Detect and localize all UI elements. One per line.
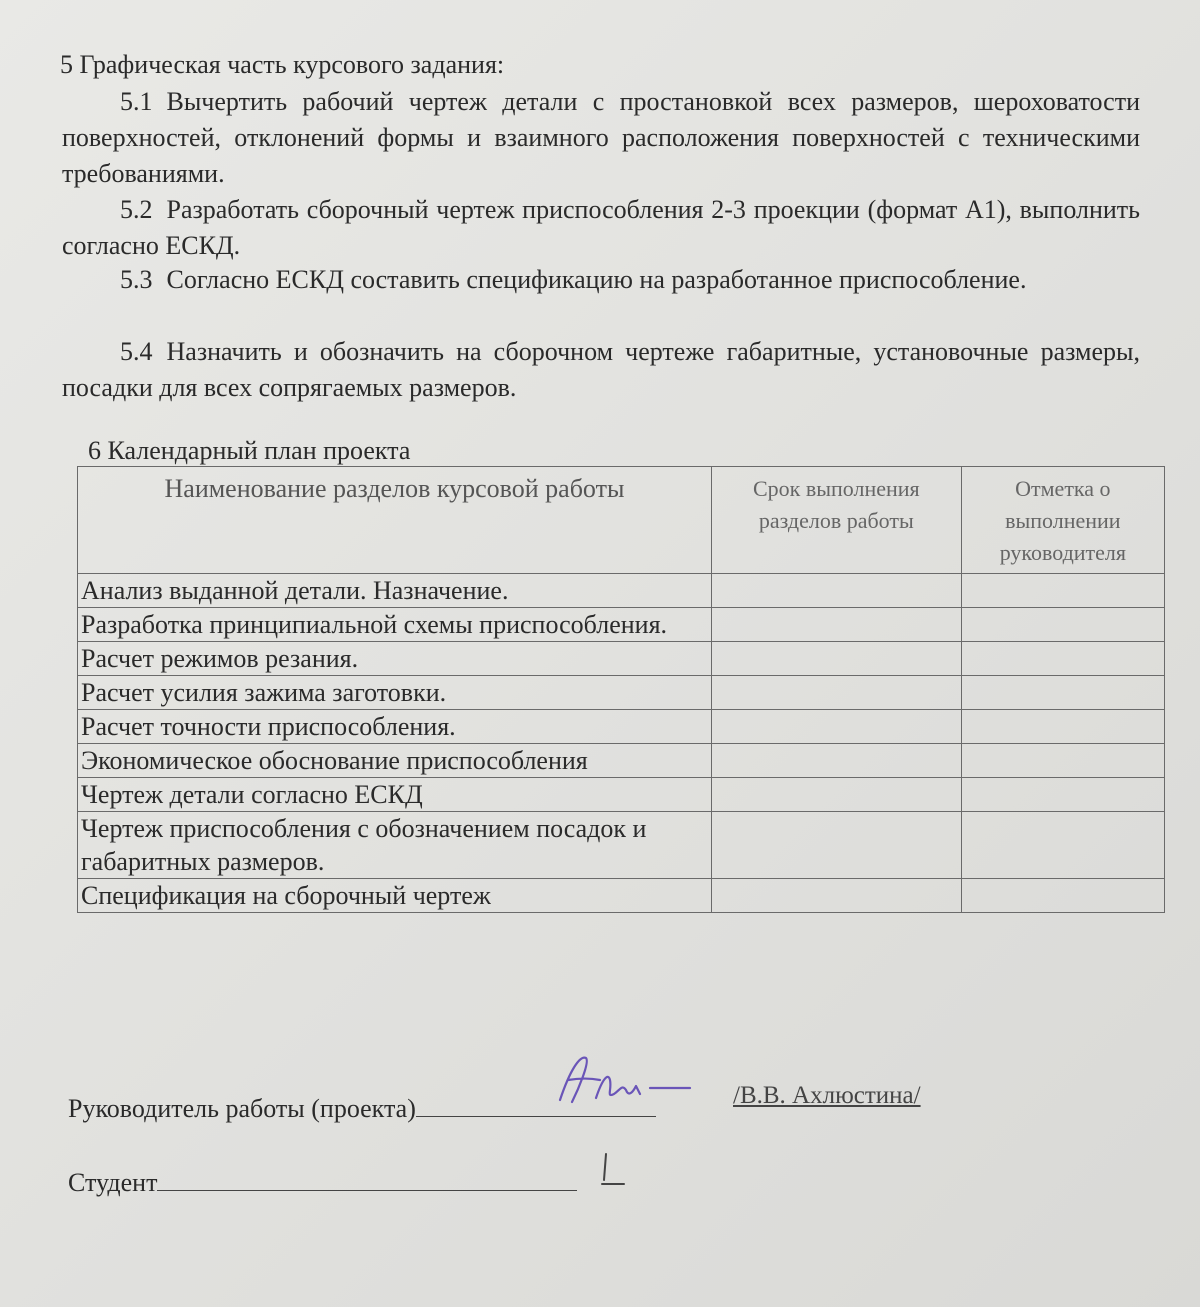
deadline-cell [711, 574, 961, 608]
item-text: Разработать сборочный чертеж приспособления 2-3 проекции (формат А1), выполнить согласно ЕСКД. [62, 195, 1140, 260]
row-name: Чертеж детали согласно ЕСКД [78, 778, 712, 812]
section-6-heading: 6 Календарный план проекта [88, 436, 411, 465]
item-number: 5.1 [120, 87, 153, 116]
header-supervisor-mark: Отметка о выполнении руководителя [961, 467, 1164, 574]
header-deadline: Срок выполнения разделов работы [711, 467, 961, 574]
student-label: Студент [68, 1168, 158, 1197]
mark-cell [961, 744, 1164, 778]
mark-cell [961, 676, 1164, 710]
item-text: Назначить и обозначить на сборочном чертеже габаритные, установочные размеры, посадки для всех сопрягаемых размеров. [62, 337, 1140, 402]
item-5-3 [62, 262, 1140, 298]
item-number: 5.2 [120, 195, 153, 224]
header-section-name: Наименование разделов курсовой работы [78, 467, 712, 574]
supervisor-signature-icon [550, 1050, 710, 1110]
deadline-cell [711, 710, 961, 744]
row-name: Расчет точности приспособления. [78, 710, 712, 744]
mark-cell [961, 574, 1164, 608]
mark-cell [961, 812, 1164, 879]
supervisor-name: /В.В. Ахлюстина/ [733, 1082, 921, 1109]
table-row [78, 676, 1165, 710]
mark-cell [961, 778, 1164, 812]
student-signature-line [68, 1164, 577, 1198]
mark-cell [961, 642, 1164, 676]
table-row [78, 710, 1165, 744]
deadline-cell [711, 744, 961, 778]
deadline-cell [711, 642, 961, 676]
calendar-plan-table [77, 466, 1165, 913]
deadline-cell [711, 778, 961, 812]
row-name: Анализ выданной детали. Назначение. [78, 574, 712, 608]
table-row [78, 879, 1165, 913]
section-5-heading: 5 Графическая часть курсового задания: [60, 50, 505, 79]
item-text: Согласно ЕСКД составить спецификацию на разработанное приспособление. [166, 265, 1027, 294]
deadline-cell [711, 608, 961, 642]
table-row [78, 812, 1165, 879]
item-5-2 [62, 192, 1140, 264]
mark-cell [961, 710, 1164, 744]
row-name: Чертеж приспособления с обозначением посадок и габаритных размеров. [78, 812, 712, 879]
row-name: Расчет усилия зажима заготовки. [78, 676, 712, 710]
row-name: Экономическое обоснование приспособления [78, 744, 712, 778]
item-text: Вычертить рабочий чертеж детали с простановкой всех размеров, шероховатости поверхностей, отклонений формы и взаимного расположения поверхностей с техническими требованиями. [62, 87, 1140, 188]
table-row [78, 608, 1165, 642]
supervisor-label: Руководитель работы (проекта) [68, 1094, 416, 1123]
mark-cell [961, 879, 1164, 913]
signature-underline [157, 1164, 577, 1191]
table-row [78, 778, 1165, 812]
item-number: 5.4 [120, 337, 153, 366]
row-name: Расчет режимов резания. [78, 642, 712, 676]
item-5-1 [62, 84, 1140, 192]
row-name: Спецификация на сборочный чертеж [78, 879, 712, 913]
student-mark-icon [598, 1150, 628, 1190]
deadline-cell [711, 879, 961, 913]
row-name: Разработка принципиальной схемы приспособления. [78, 608, 712, 642]
deadline-cell [711, 676, 961, 710]
table-row [78, 574, 1165, 608]
item-5-4 [62, 334, 1140, 406]
deadline-cell [711, 812, 961, 879]
mark-cell [961, 608, 1164, 642]
table-row [78, 642, 1165, 676]
item-number: 5.3 [120, 265, 153, 294]
table-header-row [78, 467, 1165, 574]
table-row [78, 744, 1165, 778]
